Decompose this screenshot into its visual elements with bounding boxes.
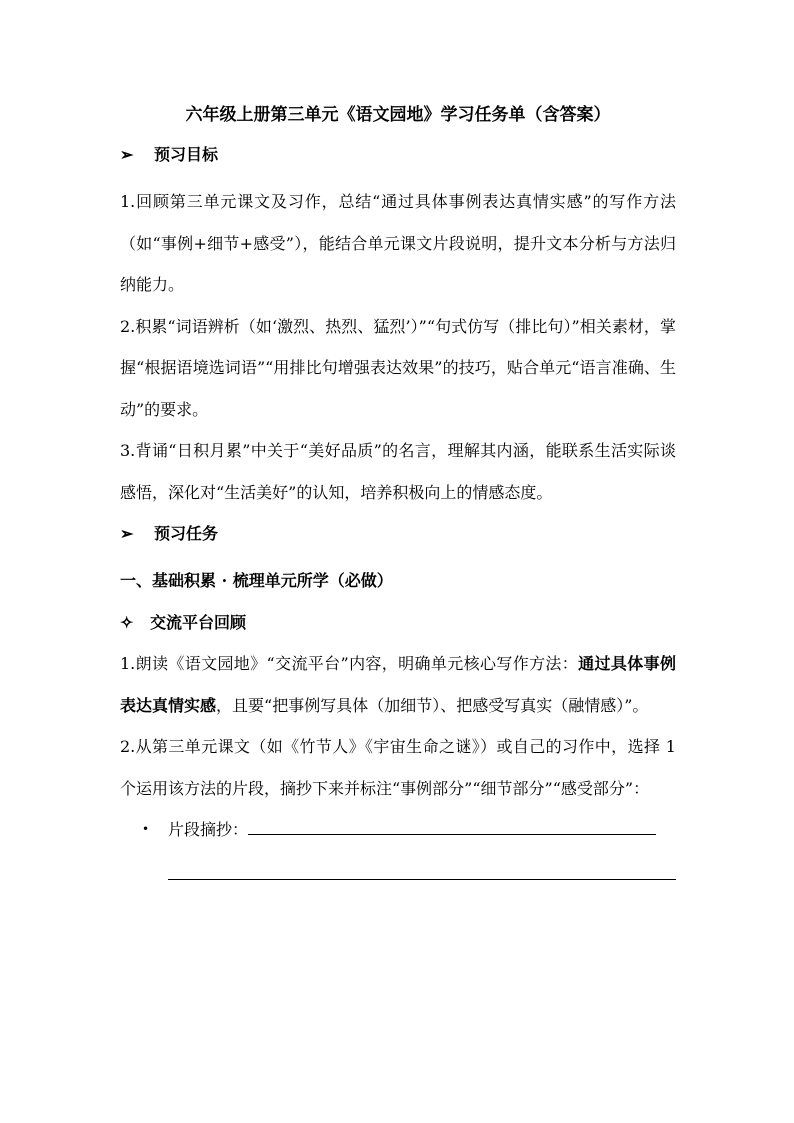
goal-2: 2.积累“词语辨析（如‘激烈、热烈、猛烈’）”“句式仿写（排比句）”相关素材，掌握“根据语境选词语”“用排比句增强表达效果”的技巧，贴合单元“语言准确、生动”的要求。 — [120, 316, 676, 419]
arrow-bullet-icon: ➢ — [120, 145, 134, 164]
excerpt-label: 片段摘抄： — [168, 820, 249, 839]
excerpt-blank-line-2[interactable] — [168, 851, 676, 880]
task-1 — [120, 643, 676, 726]
preview-goals-heading-text: 预习目标 — [154, 145, 219, 164]
exchange-platform-heading-text: 交流平台回顾 — [150, 612, 247, 632]
exchange-platform-heading — [120, 602, 676, 644]
task-1-text-after: ，且要“把事例写具体（加细节）、把感受写真实（融情感）”。 — [216, 695, 649, 715]
arrow-bullet-icon: ➢ — [120, 524, 134, 543]
goal-1: 1.回顾第三单元课文及习作，总结“通过具体事例表达真情实感”的写作方法（如“事例+细节+感受”），能结合单元课文片段说明，提升文本分析与方法归纳能力。 — [120, 192, 676, 294]
preview-goals-heading — [120, 140, 676, 170]
part-one-title: 一、基础积累 · 梳理单元所学（必做） — [120, 571, 393, 590]
sparkle-bullet-icon: ✧ — [120, 612, 134, 632]
bullet-dot-icon: • — [142, 822, 150, 836]
task-2: 2.从第三单元课文（如《竹节人》《宇宙生命之谜》）或自己的习作中，选择 1 个运用该方法的片段，摘抄下来并标注“事例部分”“细节部分”“感受部分”： — [120, 737, 676, 798]
preview-tasks-heading-text: 预习任务 — [154, 524, 219, 543]
task-1-bold-method: 通过具体事例表达真情实感 — [120, 654, 676, 715]
excerpt-blank-line-1[interactable] — [248, 816, 656, 835]
task-1-text-before: 1.朗读《语文园地》“交流平台”内容，明确单元核心写作方法： — [120, 654, 579, 673]
document-page — [120, 100, 676, 880]
document-title: 六年级上册第三单元《语文园地》学习任务单（含答案） — [185, 105, 611, 125]
preview-tasks-heading — [120, 519, 676, 549]
excerpt-bullet-row — [120, 809, 676, 851]
goal-3: 3.背诵“日积月累”中关于“美好品质”的名言，理解其内涵，能联系生活实际谈感悟，深化对“生活美好”的认知，培养积极向上的情感态度。 — [120, 441, 676, 502]
